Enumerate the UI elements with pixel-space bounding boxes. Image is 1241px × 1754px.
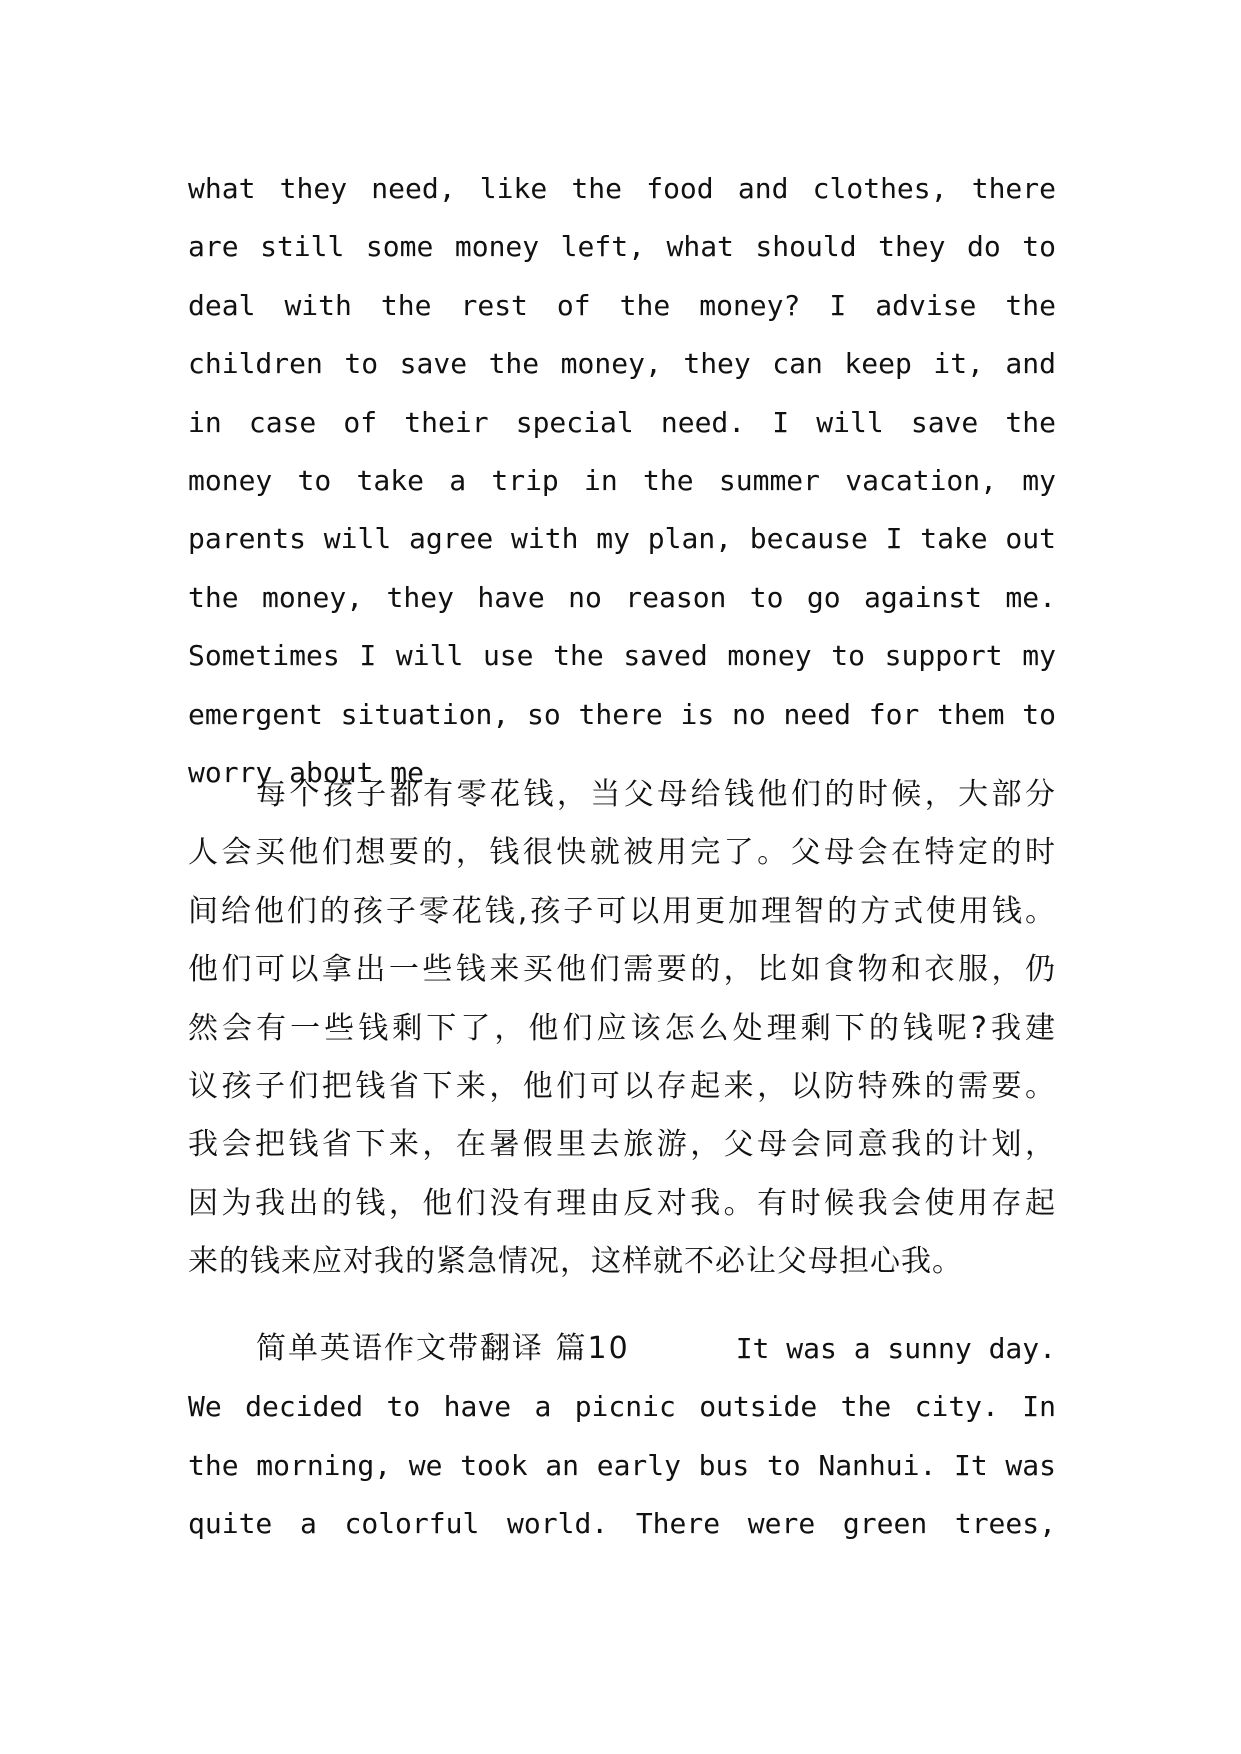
section-heading: 简单英语作文带翻译 篇10 [256, 1331, 630, 1366]
section-first-sentence: It was a sunny day. [735, 1332, 1056, 1365]
english-line: Sometimes I will use the saved money to support my [188, 639, 1056, 673]
english-line: the money, they have no reason to go against me. [188, 580, 1056, 614]
english-line: children to save the money, they can keep it, and [188, 347, 1056, 381]
chinese-line: 每个孩子都有零花钱，当父母给钱他们的时候，大部分 [256, 777, 1056, 812]
english-line: are still some money left, what should they do to [188, 230, 1056, 264]
section-line: quite a colorful world. There were green trees, [188, 1507, 1056, 1541]
english-line: parents will agree with my plan, because I take out [188, 522, 1056, 556]
chinese-line: 然会有一些钱剩下了，他们应该怎么处理剩下的钱呢?我建 [188, 1010, 1056, 1046]
chinese-line: 人会买他们想要的，钱很快就被用完了。父母会在特定的时 [188, 835, 1056, 871]
section-line: the morning, we took an early bus to Nanhui. It was [188, 1448, 1056, 1482]
english-paragraph [188, 160, 1056, 802]
english-line: worry about me. [188, 755, 441, 789]
chinese-line: 我会把钱省下来，在暑假里去旅游，父母会同意我的计划， [188, 1127, 1056, 1163]
english-line: money to take a trip in the summer vacation, my [188, 463, 1056, 497]
english-line: what they need, like the food and clothes, there [188, 172, 1056, 205]
chinese-line: 他们可以拿出一些钱来买他们需要的，比如食物和衣服，仍 [188, 952, 1056, 988]
english-line: emergent situation, so there is no need for them to [188, 697, 1056, 731]
chinese-paragraph [188, 766, 1056, 1292]
english-line: deal with the rest of the money? I advise the [188, 288, 1056, 322]
english-line: in case of their special need. I will save the [188, 405, 1056, 439]
section-heading-line [188, 1320, 1056, 1378]
chinese-line: 议孩子们把钱省下来，他们可以存起来，以防特殊的需要。 [188, 1068, 1056, 1104]
chinese-line: 间给他们的孩子零花钱,孩子可以用更加理智的方式使用钱。 [188, 893, 1056, 929]
section-10 [188, 1320, 1056, 1554]
chinese-line: 来的钱来应对我的紧急情况，这样就不必让父母担心我。 [188, 1244, 963, 1280]
chinese-line: 因为我出的钱，他们没有理由反对我。有时候我会使用存起 [188, 1185, 1056, 1221]
section-line: We decided to have a picnic outside the city. In [188, 1390, 1056, 1424]
